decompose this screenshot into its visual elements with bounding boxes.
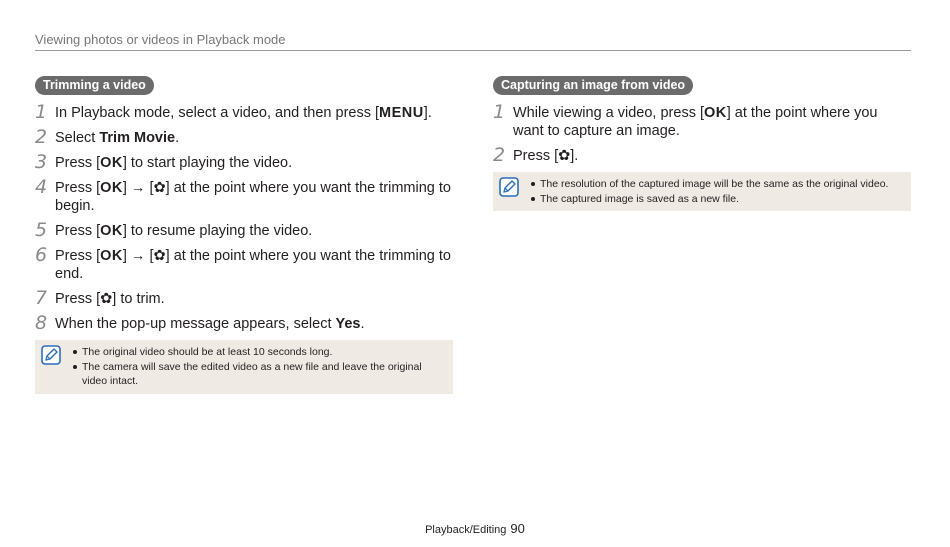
step-number: 3: [35, 151, 48, 173]
step-text: .: [175, 130, 180, 146]
step-text: ] at the point where you want the trimming to begin.: [55, 180, 451, 214]
step-3: [35, 151, 453, 173]
note-box-trimming: [35, 340, 453, 394]
ok-button-icon: OK: [100, 223, 123, 239]
step-number: 4: [35, 176, 48, 198]
step-number: 1: [35, 101, 48, 123]
page-number: 90: [510, 521, 525, 536]
page-header-title: Viewing photos or videos in Playback mode: [35, 32, 286, 47]
step-number: 8: [35, 312, 48, 334]
ok-button-icon: OK: [100, 180, 123, 196]
step-text: Select: [55, 130, 100, 146]
step-number: 2: [493, 144, 506, 166]
macro-button-icon: ✿: [558, 148, 571, 164]
page-footer: [0, 521, 950, 536]
step-text: Press [: [55, 291, 101, 307]
step-text: Press [: [55, 223, 101, 239]
step-text: .: [360, 316, 365, 332]
ok-button-icon: OK: [704, 105, 727, 121]
note-item: The camera will save the edited video as a new file and leave the original video intact.: [72, 360, 445, 389]
step-text: In Playback mode, select a video, and then press [: [55, 105, 380, 121]
step-number: 7: [35, 287, 48, 309]
step-8: [35, 312, 453, 334]
step-7: [35, 287, 453, 309]
step-2: [493, 144, 911, 166]
step-number: 6: [35, 244, 48, 266]
step-text: Press [: [55, 248, 101, 264]
section-heading-capturing: Capturing an image from video: [493, 76, 693, 95]
note-item: The resolution of the captured image will be the same as the original video.: [530, 177, 903, 192]
macro-button-icon: ✿: [100, 291, 113, 307]
step-text: ] at the point where you want the trimming to end.: [55, 248, 451, 282]
step-1: [35, 101, 453, 123]
step-text: ] to start playing the video.: [122, 155, 293, 171]
step-4: [35, 176, 453, 215]
step-text: Press [: [513, 148, 559, 164]
step-6: [35, 244, 453, 283]
macro-button-icon: ✿: [153, 180, 166, 196]
step-text: When the pop-up message appears, select: [55, 316, 336, 332]
ok-button-icon: OK: [100, 248, 123, 264]
step-text: ] → [: [122, 180, 154, 196]
section-heading-trimming: Trimming a video: [35, 76, 154, 95]
trim-movie-option: Trim Movie: [99, 130, 176, 146]
step-text: ].: [423, 105, 432, 121]
trimming-steps: [35, 101, 453, 334]
capturing-section: [493, 76, 911, 211]
step-1: [493, 101, 911, 140]
step-text: While viewing a video, press [: [513, 105, 704, 121]
step-text: ] to trim.: [112, 291, 165, 307]
step-text: ] → [: [122, 248, 154, 264]
step-text: Press [: [55, 180, 101, 196]
macro-button-icon: ✿: [153, 248, 166, 264]
note-list: [72, 345, 445, 389]
trimming-section: [35, 76, 453, 394]
ok-button-icon: OK: [100, 155, 123, 171]
step-text: ] at the point where you want to capture an image.: [513, 105, 878, 139]
step-2: [35, 126, 453, 148]
header-divider: [35, 50, 911, 51]
note-pencil-icon: [499, 177, 519, 197]
note-box-capturing: [493, 172, 911, 211]
step-text: ].: [570, 148, 579, 164]
yes-option: Yes: [335, 316, 361, 332]
step-text: Press [: [55, 155, 101, 171]
step-number: 2: [35, 126, 48, 148]
note-list: [530, 177, 903, 206]
step-number: 1: [493, 101, 506, 123]
step-5: [35, 219, 453, 241]
note-item: The original video should be at least 10 seconds long.: [72, 345, 445, 360]
step-text: ] to resume playing the video.: [122, 223, 313, 239]
menu-button-icon: MENU: [379, 105, 424, 121]
footer-section: Playback/Editing: [425, 524, 507, 536]
note-pencil-icon: [41, 345, 61, 365]
capturing-steps: [493, 101, 911, 166]
note-item: The captured image is saved as a new file.: [530, 192, 903, 207]
step-number: 5: [35, 219, 48, 241]
